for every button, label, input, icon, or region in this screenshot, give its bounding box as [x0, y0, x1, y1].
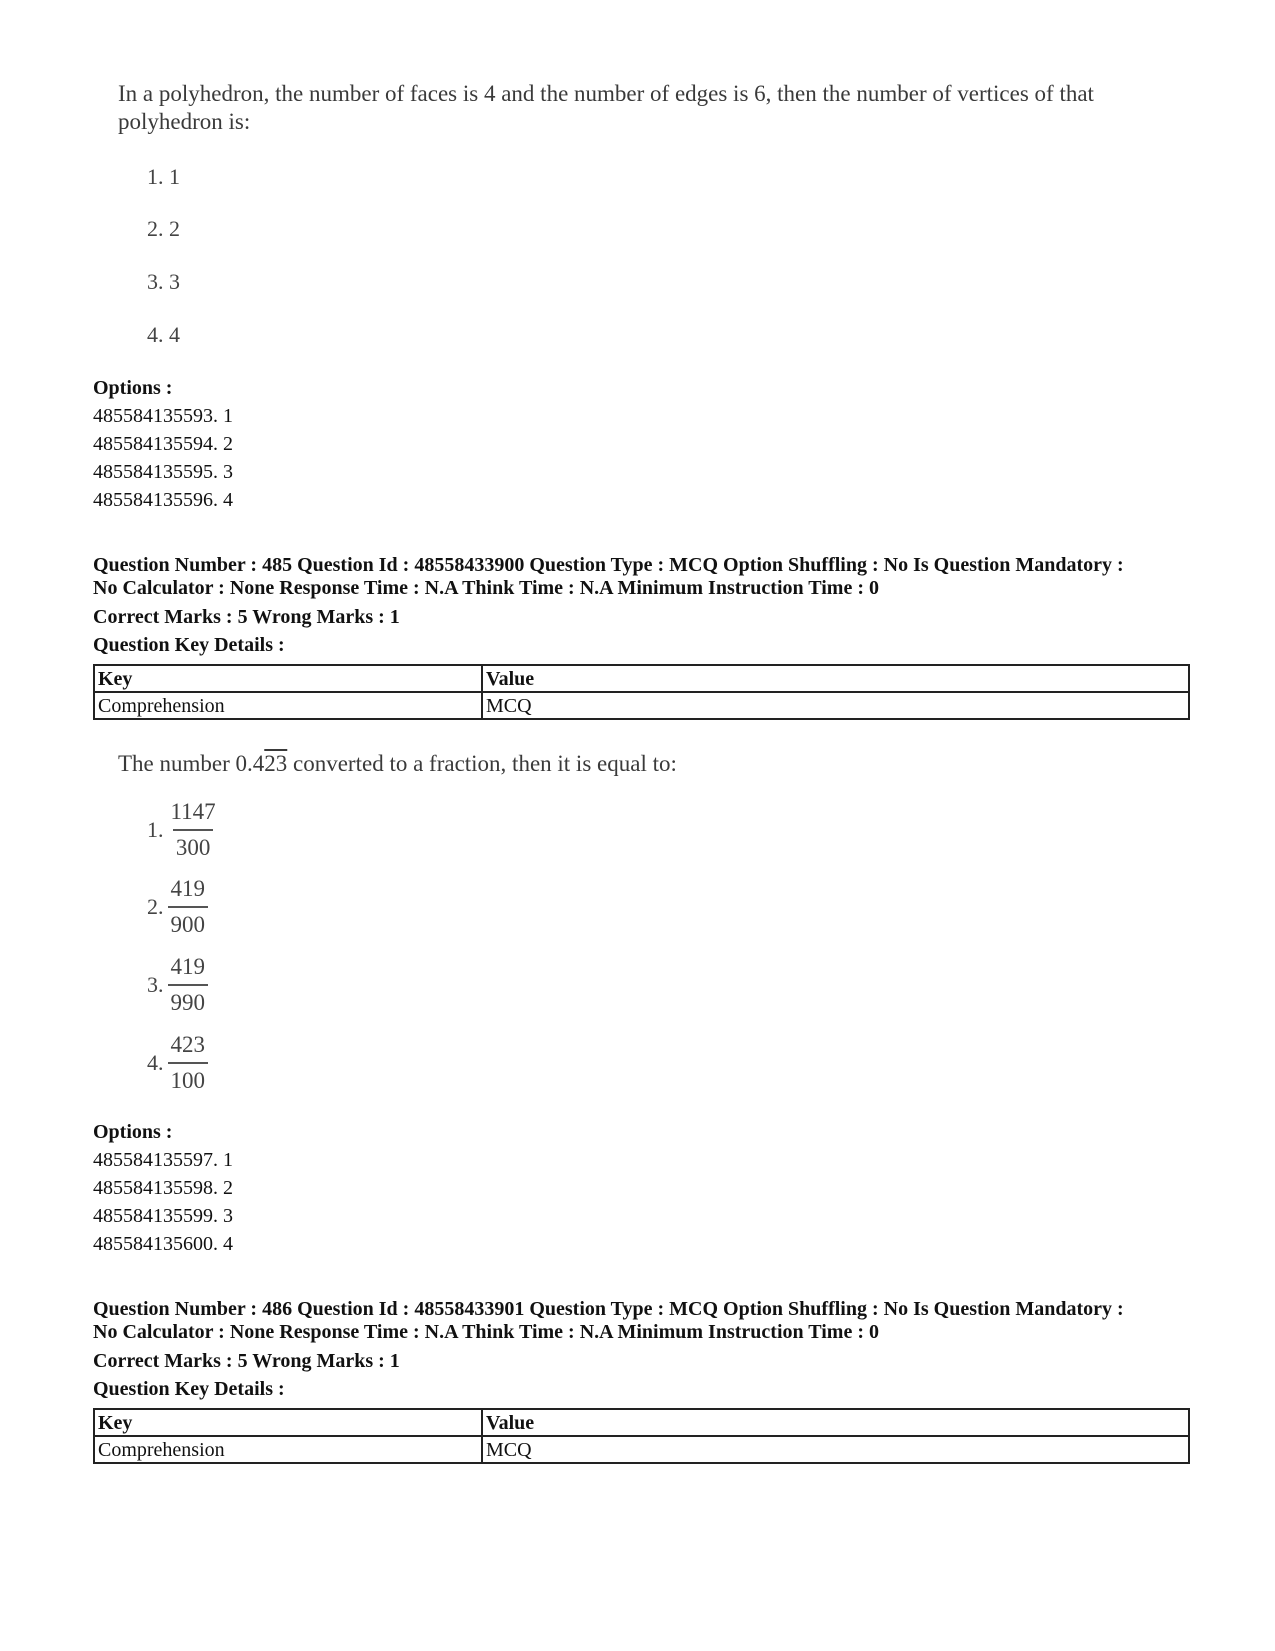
fraction-numerator: 419 — [170, 954, 205, 979]
option-id-3: 485584135595. 3 — [93, 461, 233, 483]
fraction — [168, 797, 219, 863]
option-id-4: 485584135600. 4 — [93, 1233, 233, 1255]
table-header-row — [94, 665, 1189, 692]
option-id-3: 485584135599. 3 — [93, 1205, 233, 1227]
choice-label: 4. — [147, 1050, 164, 1075]
table-cell-key: Comprehension — [94, 692, 482, 719]
table-cell-value: MCQ — [482, 692, 1189, 719]
choice-label: 2. — [147, 894, 164, 919]
key-details-label: Question Key Details : — [93, 634, 285, 656]
choice-4: 4. 4 — [147, 322, 180, 347]
table-header-row — [94, 1409, 1189, 1436]
fraction-denominator: 300 — [173, 829, 214, 863]
options-label: Options : — [93, 377, 173, 399]
table-header-value: Value — [482, 1409, 1189, 1436]
fraction — [168, 1030, 209, 1096]
table-cell-key: Comprehension — [94, 1436, 482, 1463]
choice-1 — [147, 797, 219, 863]
fraction-numerator: 419 — [170, 876, 205, 901]
table-header-value: Value — [482, 665, 1189, 692]
fraction-denominator: 900 — [168, 906, 209, 940]
choice-3: 3. 3 — [147, 269, 180, 294]
choice-2: 2. 2 — [147, 216, 180, 241]
table-row — [94, 692, 1189, 719]
fraction-numerator: 423 — [170, 1032, 205, 1057]
option-id-4: 485584135596. 4 — [93, 489, 233, 511]
marks-line: Correct Marks : 5 Wrong Marks : 1 — [93, 606, 400, 628]
stem-text-before: The number — [118, 751, 236, 776]
choice-3 — [147, 952, 208, 1018]
question-meta-line-1: Question Number : 485 Question Id : 48558433900 Question Type : MCQ Option Shuffling : No Is Question Mandatory : — [93, 554, 1124, 576]
question-stem: In a polyhedron, the number of faces is 4 and the number of edges is 6, then the number of vertices of that polyhedron is: — [118, 81, 1094, 134]
choice-label: 1. — [147, 817, 164, 842]
question-meta-line-1: Question Number : 486 Question Id : 48558433901 Question Type : MCQ Option Shuffling : No Is Question Mandatory : — [93, 1298, 1124, 1320]
fraction-denominator: 100 — [168, 1062, 209, 1096]
table-header-key: Key — [94, 1409, 482, 1436]
table-header-key: Key — [94, 665, 482, 692]
key-details-table — [93, 664, 1190, 720]
fraction-numerator: 1147 — [170, 799, 216, 824]
stem-number-repeating: 23 — [264, 751, 288, 776]
option-id-1: 485584135597. 1 — [93, 1149, 233, 1171]
stem-text-after: converted to a fraction, then it is equal to: — [287, 751, 677, 776]
table-cell-value: MCQ — [482, 1436, 1189, 1463]
option-id-1: 485584135593. 1 — [93, 405, 233, 427]
question-meta — [93, 1298, 1193, 1344]
choice-2 — [147, 874, 208, 940]
choice-1: 1. 1 — [147, 164, 180, 189]
option-id-2: 485584135598. 2 — [93, 1177, 233, 1199]
question-meta-line-2: No Calculator : None Response Time : N.A Think Time : N.A Minimum Instruction Time : 0 — [93, 1321, 879, 1343]
key-details-table — [93, 1408, 1190, 1464]
choice-4 — [147, 1030, 208, 1096]
fraction — [168, 952, 209, 1018]
fraction-denominator: 990 — [168, 984, 209, 1018]
stem-number: 0.4 — [235, 751, 265, 776]
table-row — [94, 1436, 1189, 1463]
choice-label: 3. — [147, 972, 164, 997]
question-stem — [118, 750, 1118, 778]
marks-line: Correct Marks : 5 Wrong Marks : 1 — [93, 1350, 400, 1372]
fraction — [168, 874, 209, 940]
question-meta-line-2: No Calculator : None Response Time : N.A Think Time : N.A Minimum Instruction Time : 0 — [93, 577, 879, 599]
key-details-label: Question Key Details : — [93, 1378, 285, 1400]
option-id-2: 485584135594. 2 — [93, 433, 233, 455]
options-label: Options : — [93, 1121, 173, 1143]
question-meta — [93, 554, 1193, 600]
